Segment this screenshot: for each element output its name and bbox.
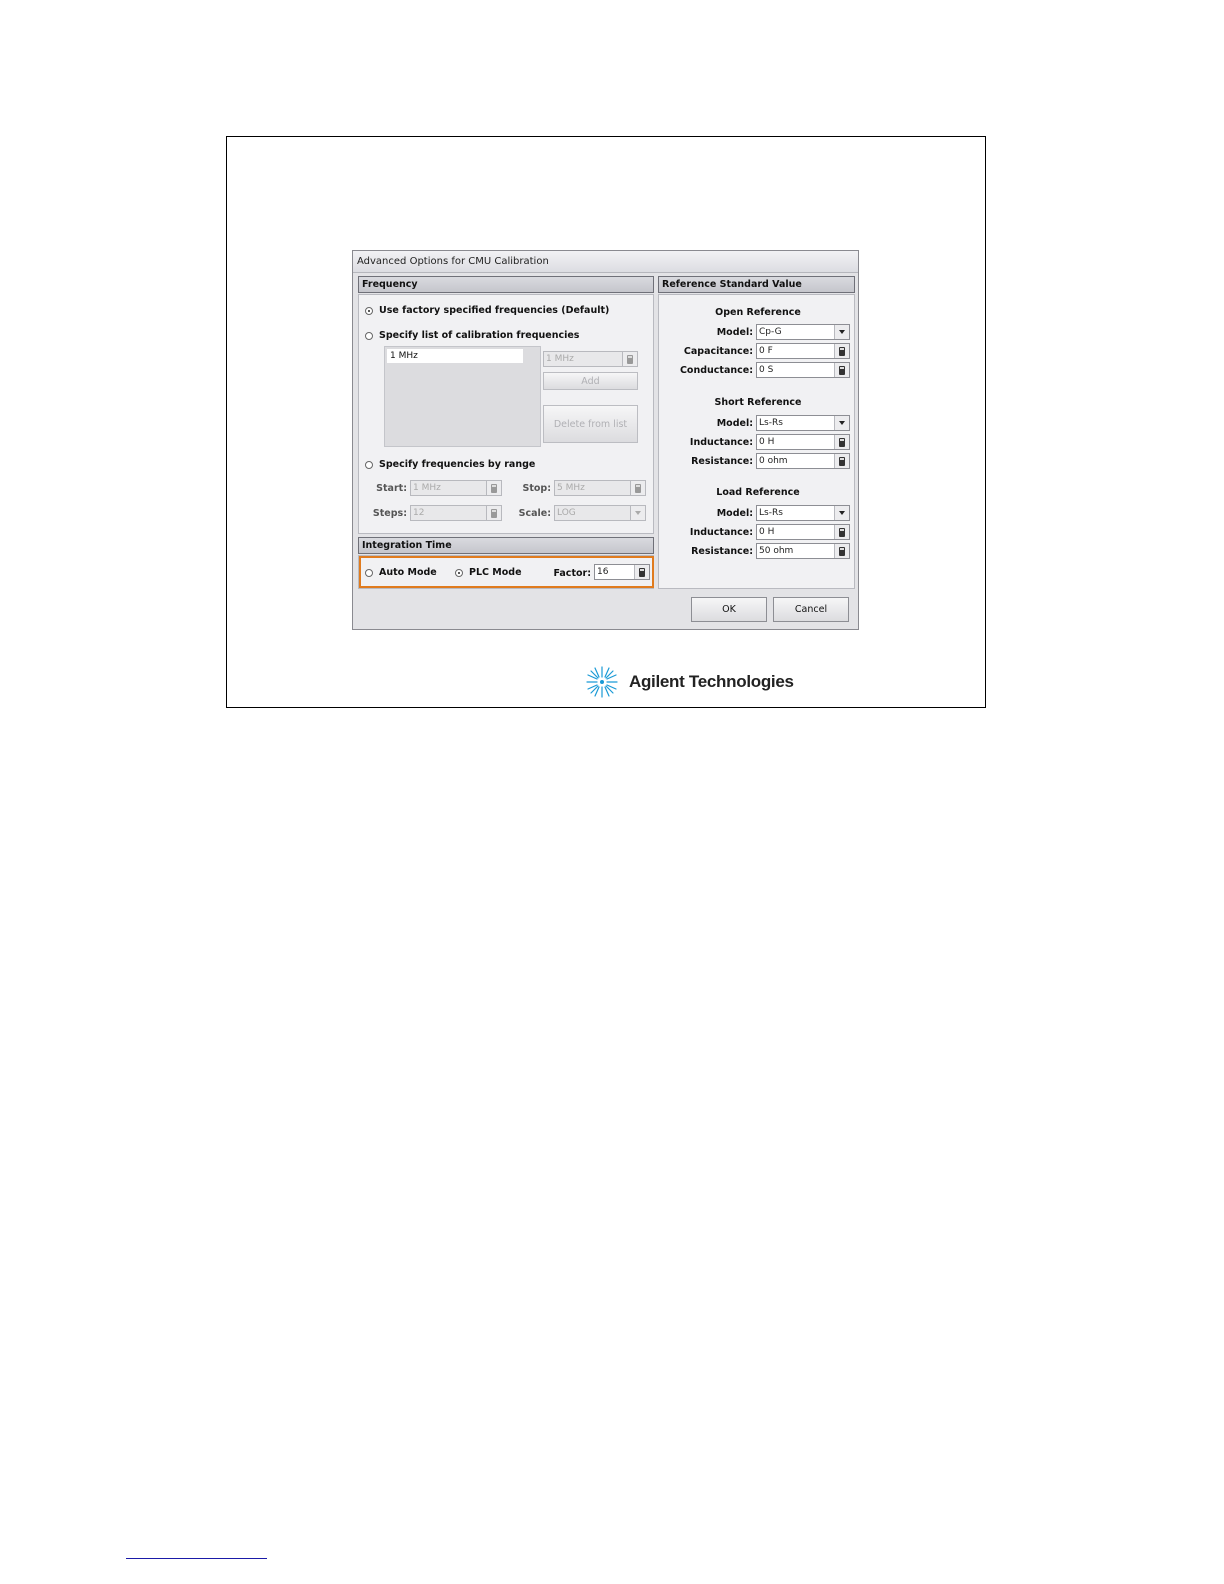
agilent-spark-icon [585,665,619,699]
open-reference-title: Open Reference [715,307,801,318]
short-resistance-label: Resistance: [691,456,753,467]
stop-label: Stop: [522,483,551,494]
delete-from-list-button[interactable]: Delete from list [543,405,638,443]
short-inductance-label: Inductance: [689,437,753,448]
short-resistance-input[interactable]: 0 ohm [756,453,850,469]
load-model-select[interactable]: Ls-Rs [756,505,850,521]
radio-dot-icon [365,307,373,315]
conductance-label: Conductance: [679,365,753,376]
scale-label: Scale: [518,508,551,519]
list-frequency-input[interactable]: 1 MHz [543,351,638,367]
calculator-icon[interactable] [839,347,845,356]
load-resistance-input[interactable]: 50 ohm [756,543,850,559]
chevron-down-icon [635,511,641,515]
steps-input[interactable]: 12 [410,505,502,521]
calculator-icon[interactable] [491,484,497,493]
brand-name: Agilent Technologies [629,672,794,691]
radio-range-frequencies[interactable]: Specify frequencies by range [365,459,535,470]
radio-dot-icon [365,569,373,577]
open-model-label: Model: [716,327,753,338]
calculator-icon[interactable] [639,568,645,577]
load-reference-title: Load Reference [716,487,800,498]
calculator-icon[interactable] [839,366,845,375]
reference-section-header: Reference Standard Value [658,276,855,293]
short-model-label: Model: [716,418,753,429]
chevron-down-icon [839,511,845,515]
short-model-select[interactable]: Ls-Rs [756,415,850,431]
load-resistance-label: Resistance: [691,546,753,557]
chevron-down-icon [839,421,845,425]
radio-dot-icon [455,569,463,577]
load-inductance-input[interactable]: 0 H [756,524,850,540]
frequency-section-header: Frequency [358,276,654,293]
conductance-input[interactable]: 0 S [756,362,850,378]
radio-auto-mode[interactable]: Auto Mode [365,567,437,578]
load-model-label: Model: [716,508,753,519]
calibration-dialog [352,250,859,630]
capacitance-input[interactable]: 0 F [756,343,850,359]
calculator-icon[interactable] [839,457,845,466]
steps-label: Steps: [372,508,407,519]
frequency-list[interactable] [384,346,541,447]
chevron-down-icon [839,330,845,334]
stop-input[interactable]: 5 MHz [554,480,646,496]
factor-label: Factor: [553,568,591,579]
scale-select[interactable]: LOG [554,505,646,521]
load-inductance-label: Inductance: [689,527,753,538]
radio-dot-icon [365,461,373,469]
cancel-button[interactable]: Cancel [773,597,849,622]
open-model-select[interactable]: Cp-G [756,324,850,340]
calculator-icon[interactable] [627,355,633,364]
radio-dot-icon [365,332,373,340]
list-item[interactable]: 1 MHz [387,349,523,363]
integration-section-header: Integration Time [358,537,654,554]
calculator-icon[interactable] [839,528,845,537]
calculator-icon[interactable] [839,547,845,556]
short-inductance-input[interactable]: 0 H [756,434,850,450]
radio-factory-frequencies[interactable]: Use factory specified frequencies (Default) [365,305,609,316]
calculator-icon[interactable] [635,484,641,493]
ok-button[interactable]: OK [691,597,767,622]
add-button[interactable]: Add [543,372,638,390]
start-input[interactable]: 1 MHz [410,480,502,496]
calculator-icon[interactable] [491,509,497,518]
short-reference-title: Short Reference [714,397,802,408]
frequency-panel [358,294,654,534]
radio-list-frequencies[interactable]: Specify list of calibration frequencies [365,330,579,341]
dialog-title: Advanced Options for CMU Calibration [353,251,858,273]
start-label: Start: [376,483,407,494]
capacitance-label: Capacitance: [683,346,753,357]
calculator-icon[interactable] [839,438,845,447]
factor-input[interactable]: 16 [594,564,650,580]
footnote-rule [126,1558,267,1559]
radio-plc-mode[interactable]: PLC Mode [455,567,522,578]
agilent-logo [585,665,794,699]
